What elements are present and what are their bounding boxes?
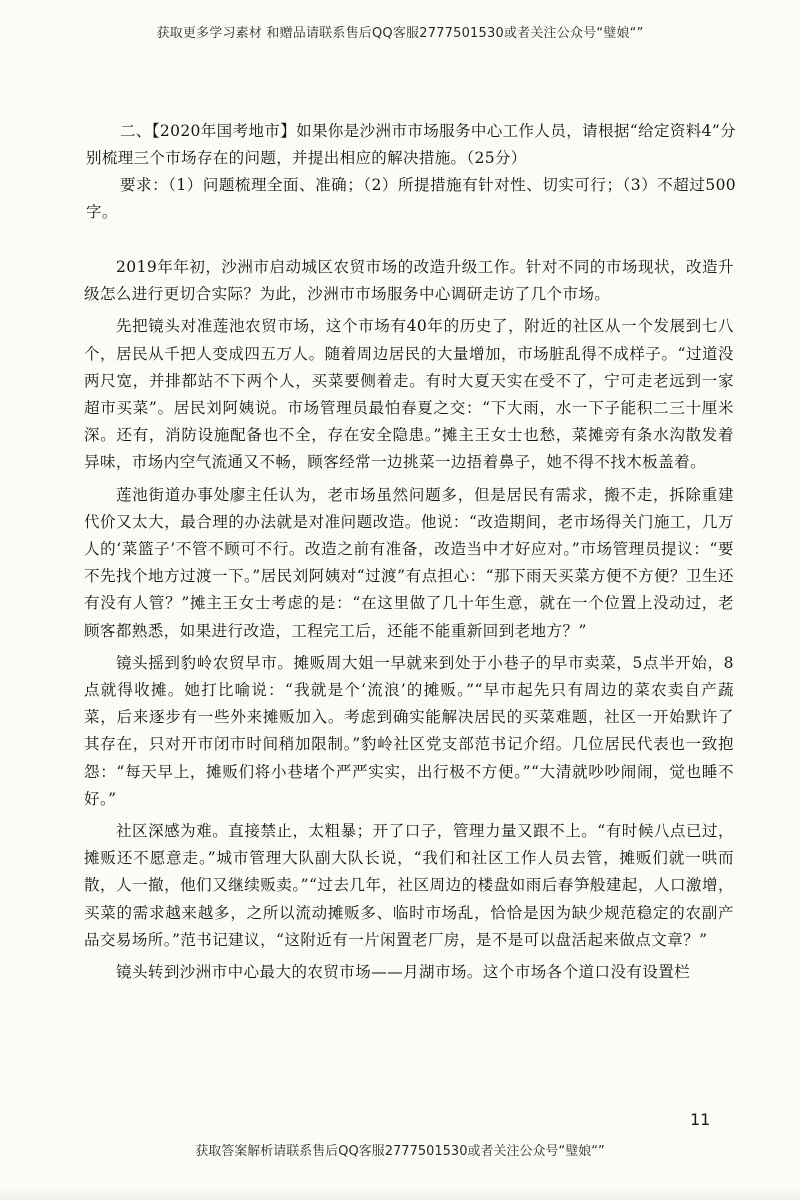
paragraph-community-dilemma: 社区深感为难。直接禁止，太粗暴；开了口子，管理力量又跟不上。“有时候八点已过，摊贩还不愿意走。”城市管理大队副大队长说，“我们和社区工作人员去管，摊贩们就一哄而散，人一撤，他们又继续贩卖。”“过去几年，社区周边的楼盘如雨后春笋般建起，人口激增，买菜的需求越来越多，之所以流动摊贩多、临时市场乱，恰恰是因为缺少规范稳定的农副产品交易场所。”范书记建议，“这附近有一片闲置老厂房，是不是可以盘活起来做点文章？”	[84, 822, 734, 949]
paragraph-lianchi-market: 先把镜头对准莲池农贸市场，这个市场有40年的历史了，附近的社区从一个发展到七八个，居民从千把人变成四五万人。随着周边居民的大量增加，市场脏乱得不成样子。“过道没两尺宽，并排都站不下两个人，买菜要侧着走。有时大夏天实在受不了，宁可走老远到一家超市买菜”。居民刘阿姨说。市场管理员最怕春夏之交：“下大雨，水一下子能积二三十厘米深。还有，消防设施配备也不全，存在安全隐患。”摊主王女士也愁，菜摊旁有条水沟散发着异味，市场内空气流通又不畅，顾客经常一边挑菜一边捂着鼻子，她不得不找木板盖着。	[84, 317, 734, 472]
paragraph-baoling-morning-market: 镜头摇到豹岭农贸早市。摊贩周大姐一早就来到处于小巷子的早市卖菜，5点半开始，8点就得收摊。她打比喻说：“我就是个‘流浪’的摊贩。”“早市起先只有周边的菜农卖自产蔬菜，后来逐步有一些外来摊贩加入。考虑到确实能解决居民的买菜难题，社区一开始默许了其存在，只对开市闭市时间稍加限制。”豹岭社区党支部范书记介绍。几位居民代表也一致抱怨：“每天早上，摊贩们将小巷堵个严严实实，出行极不方便。”“大清就吵吵闹闹，觉也睡不好。”	[84, 653, 734, 808]
footer-promo-note: 获取答案解析请联系售后QQ客服2777501530或者关注公众号“璧娘“”	[195, 1144, 605, 1159]
paragraph-lianchi-renovation: 莲池街道办事处廖主任认为，老市场虽然问题多，但是居民有需求，搬不走，拆除重建代价又太大，最合理的办法就是对准问题改造。他说：“改造期间，老市场得关门施工，几万人的‘菜篮子’不管不顾可不行。改造之前有准备，改造当中才好应对。”市场管理员提议：“要不先找个地方过渡一下。”居民刘阿姨对“过渡”有点担心：“那下雨天买菜方便不方便？卫生还有没有人管？”摊主王女士考虑的是：“在这里做了几十年生意，就在一个位置上没动过，老顾客都熟悉，如果进行改造，工程完工后，还能不能重新回到老地方？”	[84, 485, 734, 640]
paragraph-intro: 2019年年初，沙洲市启动城区农贸市场的改造升级工作。针对不同的市场现状，改造升级怎么进行更切合实际？为此，沙洲市市场服务中心调研走访了几个市场。	[84, 258, 734, 304]
question-requirements: 要求：（1）问题梳理全面、准确；（2）所提措施有针对性、切实可行；（3）不超过500字。	[86, 176, 736, 221]
paragraph-yuehu-market: 镜头转到沙洲市中心最大的农贸市场——月湖市场。这个市场各个道口没有设置栏	[116, 963, 691, 982]
question-block	[86, 118, 736, 226]
question-title: 二、【2020年国考地市】如果你是沙洲市市场服务中心工作人员，请根据“给定资料4”分别梳理三个市场存在的问题，并提出相应的解决措施。（25分）	[86, 122, 736, 167]
header-promo-note: 获取更多学习素材 和赠品请联系售后QQ客服2777501530或者关注公众号“璧娘“”	[156, 26, 644, 41]
scan-edge-shadow	[0, 1186, 800, 1200]
material-body	[84, 254, 734, 986]
page-number: 11	[690, 1110, 711, 1129]
